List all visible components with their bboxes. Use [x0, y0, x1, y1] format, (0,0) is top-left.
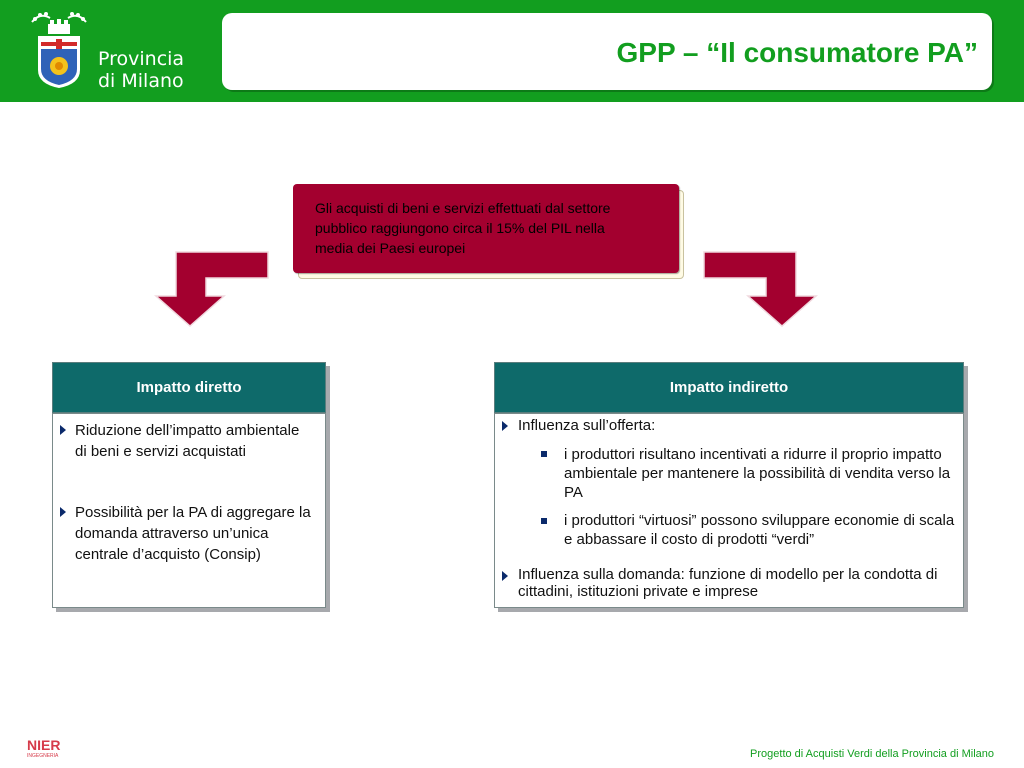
- bent-down-arrow-icon: [700, 248, 822, 328]
- logo-line2: di Milano: [98, 70, 184, 92]
- square-bullet-icon: [541, 518, 547, 524]
- triangle-bullet-icon: [60, 507, 66, 517]
- right-panel-body: [494, 413, 964, 608]
- nier-logo-text: NIER: [27, 737, 61, 753]
- bent-down-arrow-icon: [150, 248, 272, 328]
- nier-logo-subtext: INGEGNERIA: [27, 753, 59, 759]
- right-subitem-1: i produttori risultano incentivati a ridurre il proprio impatto ambientale per mantenere la possibilità di vendita verso la PA: [564, 446, 951, 501]
- right-item-1: Influenza sull’offerta:: [518, 417, 656, 434]
- right-subitem-2: i produttori “virtuosi” possono sviluppare economie di scala e abbassare il costo di prodotti “verdi”: [564, 512, 955, 548]
- nier-logo-icon: [26, 736, 62, 760]
- triangle-bullet-icon: [60, 425, 66, 435]
- triangle-bullet-icon: [502, 571, 508, 581]
- logo-wordmark: [98, 48, 184, 92]
- square-bullet-icon: [541, 451, 547, 457]
- provincia-crest-icon: [26, 10, 92, 90]
- callout-text: Gli acquisti di beni e servizi effettuati dal settore pubblico raggiungono circa il 15% del PIL nella media dei Paesi europei: [315, 200, 611, 256]
- header-band: [0, 0, 1024, 102]
- slide-title: GPP – “Il consumatore PA”: [616, 37, 978, 68]
- left-panel-body: [52, 413, 326, 608]
- right-item-2: Influenza sulla domanda: funzione di modello per la condotta di cittadini, istituzioni private e imprese: [518, 566, 938, 600]
- left-item-1: Riduzione dell’impatto ambientale di beni e servizi acquistati: [75, 422, 300, 460]
- title-box: [222, 13, 992, 90]
- left-panel-heading: Impatto diretto: [52, 362, 326, 413]
- callout-box: [293, 184, 679, 273]
- triangle-bullet-icon: [502, 421, 508, 431]
- logo-line1: Provincia: [98, 48, 185, 70]
- left-item-2: Possibilità per la PA di aggregare la domanda attraverso un’unica centrale d’acquisto (Consip): [75, 504, 311, 563]
- right-panel-heading: Impatto indiretto: [494, 362, 964, 413]
- footer-caption: Progetto di Acquisti Verdi della Provincia di Milano: [750, 748, 994, 760]
